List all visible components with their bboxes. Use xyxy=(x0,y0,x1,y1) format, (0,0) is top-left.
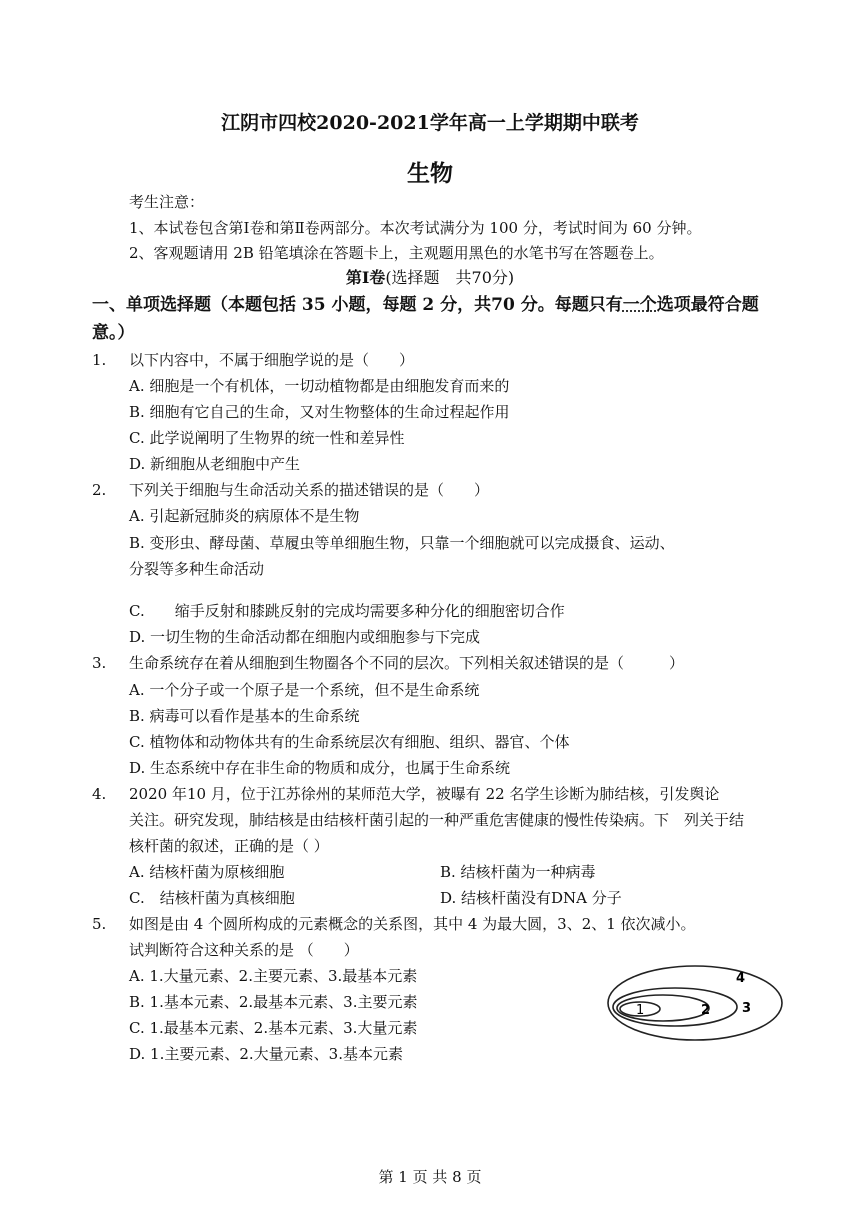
question-2-stem: 下列关于细胞与生命活动关系的描述错误的是（ ） xyxy=(129,481,490,499)
question-3-option-b: B. 病毒可以看作是基本的生命系统 xyxy=(129,707,360,725)
section-title-bold: 第Ⅰ卷 xyxy=(345,268,386,287)
part-heading-end: 选项最符合题 xyxy=(656,295,759,315)
notice-heading: 考生注意： xyxy=(129,193,205,211)
question-5-option-b: B. 1.基本元素、2.最基本元素、3.主要元素 xyxy=(129,993,418,1011)
page-footer: 第 1 页 共 8 页 xyxy=(378,1168,482,1186)
question-1-stem: 以下内容中，不属于细胞学说的是（ ） xyxy=(129,351,415,369)
question-4-stem-line-1: 2020 年10 月，位于江苏徐州的某师范大学，被曝有 22 名学生诊断为肺结核，引发舆论 xyxy=(129,785,720,803)
part-heading-line2: 意。） xyxy=(92,323,135,343)
question-4-stem-line-2: 关注。研究发现，肺结核是由结核杆菌引起的一种严重危害健康的慢性传染病。下 列关于结 xyxy=(129,811,745,829)
question-4-option-c: C. 结核杆菌为真核细胞 xyxy=(129,889,295,907)
circle-label-3: 3 xyxy=(742,1001,752,1016)
question-4-stem-line-3: 核杆菌的叙述，正确的是（ ） xyxy=(129,837,329,855)
part-heading-line1 xyxy=(92,294,759,316)
circle-label-2: 2 xyxy=(701,1003,711,1018)
question-1-option-a: A. 细胞是一个有机体，一切动植物都是由细胞发育而来的 xyxy=(129,377,510,395)
exam-title: 江阴市四校2020-2021学年高一上学期期中联考 xyxy=(221,112,639,134)
question-5-option-a: A. 1.大量元素、2.主要元素、3.最基本元素 xyxy=(129,967,418,985)
question-5-stem-line-1: 如图是由 4 个圆所构成的元素概念的关系图，其中 4 为最大圆，3、2、1 依次减小。 xyxy=(129,915,696,933)
question-5-option-d: D. 1.主要元素、2.大量元素、3.基本元素 xyxy=(129,1045,403,1063)
question-5-stem-line-2: 试判断符合这种关系的是 （ ） xyxy=(129,941,359,959)
question-1-option-c: C. 此学说阐明了生物界的统一性和差异性 xyxy=(129,429,405,447)
section-heading xyxy=(0,265,860,288)
circle-2 xyxy=(617,995,709,1021)
question-4-number: 4. xyxy=(92,785,107,803)
question-3-option-d: D. 生态系统中存在非生命的物质和成分，也属于生命系统 xyxy=(129,759,511,777)
question-1-option-b: B. 细胞有它自己的生命，又对生物整体的生命过程起作用 xyxy=(129,403,510,421)
question-1-number: 1. xyxy=(92,351,107,369)
question-2-option-a: A. 引起新冠肺炎的病原体不是生物 xyxy=(129,507,360,525)
question-3-option-a: A. 一个分子或一个原子是一个系统，但不是生命系统 xyxy=(129,681,480,699)
part-heading-emphasis: 一个 xyxy=(622,295,657,315)
question-3-option-c: C. 植物体和动物体共有的生命系统层次有细胞、组织、器官、个体 xyxy=(129,733,570,751)
question-5-option-c: C. 1.最基本元素、2.基本元素、3.大量元素 xyxy=(129,1019,418,1037)
question-5-number: 5. xyxy=(92,915,107,933)
notice-item-1: 1、本试卷包含第Ⅰ卷和第Ⅱ卷两部分。本次考试满分为 100 分，考试时间为 60 分钟。 xyxy=(129,219,702,237)
question-4-option-b: B. 结核杆菌为一种病毒 xyxy=(440,863,596,881)
nested-circles-figure xyxy=(605,962,785,1044)
question-4-option-a: A. 结核杆菌为原核细胞 xyxy=(129,863,285,881)
part-heading-text: 一、单项选择题（本题包括 35 小题，每题 2 分，共70 分。每题只有 xyxy=(92,295,623,315)
question-3-stem: 生命系统存在着从细胞到生物圈各个不同的层次。下列相关叙述错误的是（ ） xyxy=(129,654,685,672)
question-4-option-d: D. 结核杆菌没有DNA 分子 xyxy=(440,889,622,907)
question-1-option-d: D. 新细胞从老细胞中产生 xyxy=(129,455,301,473)
question-2-option-c: C. 缩手反射和膝跳反射的完成均需要多种分化的细胞密切合作 xyxy=(129,602,565,620)
notice-item-2: 2、客观题请用 2B 铅笔填涂在答题卡上，主观题用黑色的水笔书写在答题卷上。 xyxy=(129,244,664,262)
circle-label-4: 4 xyxy=(736,971,746,986)
question-2-option-b: B. 变形虫、酵母菌、草履虫等单细胞生物，只靠一个细胞就可以完成摄食、运动、 xyxy=(129,534,675,552)
question-3-number: 3. xyxy=(92,654,107,672)
question-2-option-b-cont: 分裂等多种生命活动 xyxy=(129,560,265,578)
question-2-number: 2. xyxy=(92,481,107,499)
section-title-rest: (选择题 共70分) xyxy=(385,268,515,287)
subject-title: 生物 xyxy=(407,160,453,187)
question-2-option-d: D. 一切生物的生命活动都在细胞内或细胞参与下完成 xyxy=(129,628,481,646)
circle-label-1: 1 xyxy=(636,1003,645,1018)
